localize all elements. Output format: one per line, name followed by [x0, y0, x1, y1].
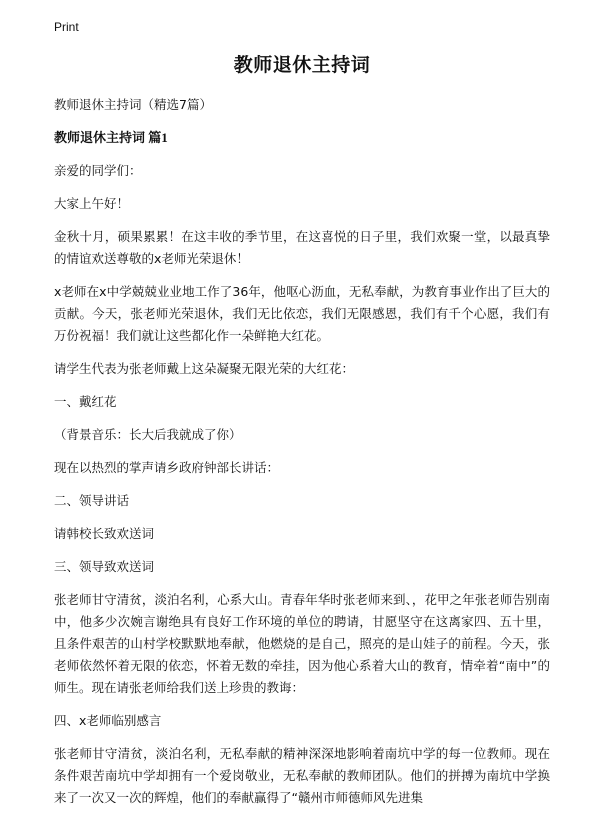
section-heading-farewell: 三、领导致欢送词 — [54, 559, 155, 574]
paragraph-career: x老师在x中学兢兢业业地工作了36年，他呕心沥血，无私奉献，为教育事业作出了巨大的贡献。今天，张老师光荣退休，我们无比依恋，我们无限感恩，我们有千个心愿，我们有万份祝福！我们就让这些都化作一朵鲜艳大红花。 — [54, 284, 550, 343]
document-subtitle: 教师退休主持词（精选7篇） — [54, 97, 212, 112]
paragraph-invite-principal: 请韩校长致欢送词 — [54, 526, 155, 541]
section-heading-red-flower: 一、戴红花 — [54, 394, 117, 409]
section-heading-leader-speech: 二、领导讲话 — [54, 493, 130, 508]
paragraph-intro: 金秋十月，硕果累累！在这丰收的季节里，在这喜悦的日子里，我们欢聚一堂，以最真挚的情谊欢送尊敬的x老师光荣退休！ — [54, 229, 550, 266]
chapter-heading: 教师退休主持词 篇1 — [54, 130, 168, 145]
section-heading-farewell-words: 四、x老师临别感言 — [54, 713, 162, 728]
paragraph-legacy: 张老师甘守清贫，淡泊名利，无私奉献的精神深深地影响着南坑中学的每一位教师。现在条件艰苦南坑中学却拥有一个爱岗敬业，无私奉献的教师团队。他们的拼搏为南坑中学换来了一次又一次的辉煌，他们的奉献赢得了“赣州市师德师风先进集 — [54, 746, 550, 805]
paragraph-teacher-tribute: 张老师甘守清贫，淡泊名利，心系大山。青春年华时张老师来到、，花甲之年张老师告别南中，他多少次婉言谢绝具有良好工作环境的单位的聘请，甘愿坚守在这离家四、五十里，且条件艰苦的山村学校默默地奉献，他燃烧的是自己，照亮的是山娃子的前程。今天，张老师依然怀着无限的依恋，怀着无数的牵挂，因为他心系着大山的教育，情牵着“南中”的师生。现在请张老师给我们送上珍贵的教诲： — [54, 592, 550, 695]
paragraph-background-music: （背景音乐：长大后我就成了你） — [54, 427, 242, 442]
document-page — [54, 50, 550, 820]
document-title: 教师退休主持词 — [233, 54, 371, 76]
print-link[interactable]: Print — [54, 20, 79, 34]
paragraph-greeting: 亲爱的同学们： — [54, 163, 142, 178]
paragraph-good-morning: 大家上午好！ — [54, 196, 130, 211]
paragraph-red-flower-invite: 请学生代表为张老师戴上这朵凝聚无限光荣的大红花： — [54, 361, 355, 376]
paragraph-invite-speech: 现在以热烈的掌声请乡政府钟部长讲话： — [54, 460, 280, 475]
